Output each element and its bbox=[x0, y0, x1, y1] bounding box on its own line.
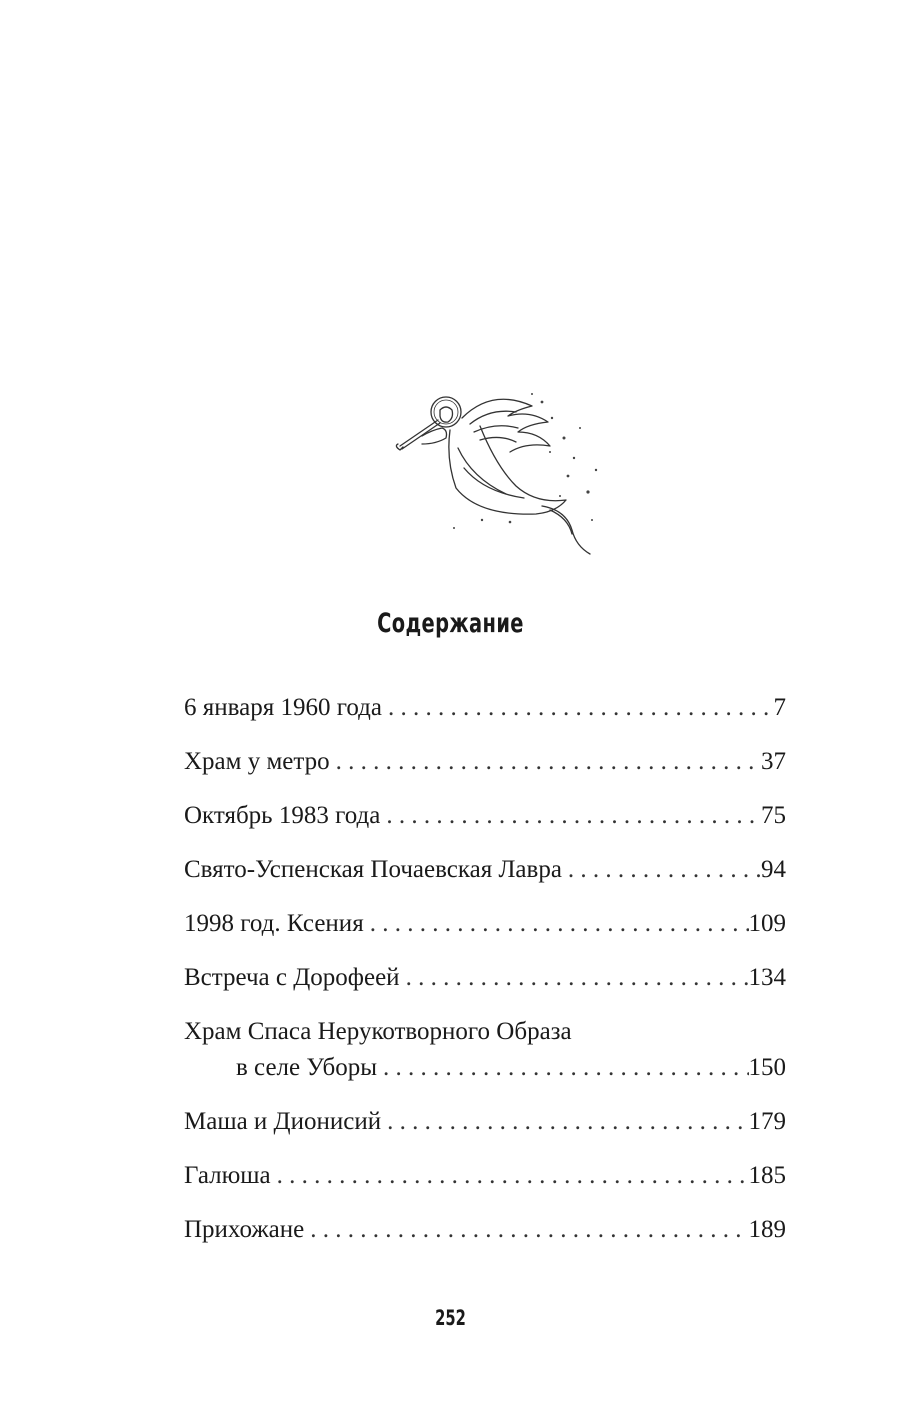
toc-entry-title: Храм у метро bbox=[184, 748, 330, 775]
table-of-contents bbox=[184, 690, 786, 1266]
toc-entry[interactable] bbox=[184, 906, 786, 942]
toc-entry-page: 150 bbox=[748, 1054, 786, 1081]
toc-entry-title: Октябрь 1983 года bbox=[184, 802, 381, 829]
dot-leader bbox=[562, 852, 761, 888]
toc-entry-page: 109 bbox=[748, 910, 786, 937]
dot-leader bbox=[380, 798, 761, 834]
toc-entry-page: 94 bbox=[761, 856, 786, 883]
page-title: Содержание bbox=[377, 608, 524, 639]
dot-leader bbox=[364, 906, 749, 942]
toc-entry[interactable] bbox=[184, 744, 786, 780]
dot-leader bbox=[304, 1212, 748, 1248]
toc-entry-title: 1998 год. Ксения bbox=[184, 910, 364, 937]
page-number: 252 bbox=[435, 1306, 466, 1330]
toc-entry[interactable] bbox=[184, 1014, 786, 1086]
dot-leader bbox=[381, 1104, 748, 1140]
toc-entry-page: 134 bbox=[748, 964, 786, 991]
dot-leader bbox=[382, 690, 774, 726]
toc-entry-page: 185 bbox=[748, 1162, 786, 1189]
toc-entry-title: 6 января 1960 года bbox=[184, 694, 382, 721]
toc-entry[interactable] bbox=[184, 1158, 786, 1194]
toc-entry[interactable] bbox=[184, 852, 786, 888]
dot-leader bbox=[330, 744, 761, 780]
toc-entry-title: Маша и Дионисий bbox=[184, 1108, 382, 1135]
toc-entry-title-continued: в селе Уборы bbox=[236, 1054, 378, 1081]
toc-entry-page: 189 bbox=[748, 1216, 786, 1243]
toc-entry-title: Свято-Успенская Почаевская Лавра bbox=[184, 856, 562, 883]
toc-entry-title: Встреча с Дорофеей bbox=[184, 964, 400, 991]
toc-entry-page: 179 bbox=[748, 1108, 786, 1135]
toc-entry-page: 75 bbox=[761, 802, 786, 829]
toc-entry-title: Храм Спаса Нерукотворного Образа bbox=[184, 1018, 572, 1045]
toc-entry[interactable] bbox=[184, 798, 786, 834]
toc-entry-continuation bbox=[184, 1050, 786, 1086]
toc-entry-title: Прихожане bbox=[184, 1216, 305, 1243]
toc-entry-title: Галюша bbox=[184, 1162, 271, 1189]
dot-leader bbox=[377, 1050, 748, 1086]
toc-entry[interactable] bbox=[184, 960, 786, 996]
toc-entry[interactable] bbox=[184, 1212, 786, 1248]
angel-with-trumpet-icon bbox=[392, 388, 610, 556]
toc-entry-page: 37 bbox=[761, 748, 786, 775]
toc-entry-page: 7 bbox=[773, 694, 786, 721]
toc-entry[interactable] bbox=[184, 690, 786, 726]
toc-entry[interactable] bbox=[184, 1104, 786, 1140]
dot-leader bbox=[400, 960, 749, 996]
dot-leader bbox=[271, 1158, 749, 1194]
